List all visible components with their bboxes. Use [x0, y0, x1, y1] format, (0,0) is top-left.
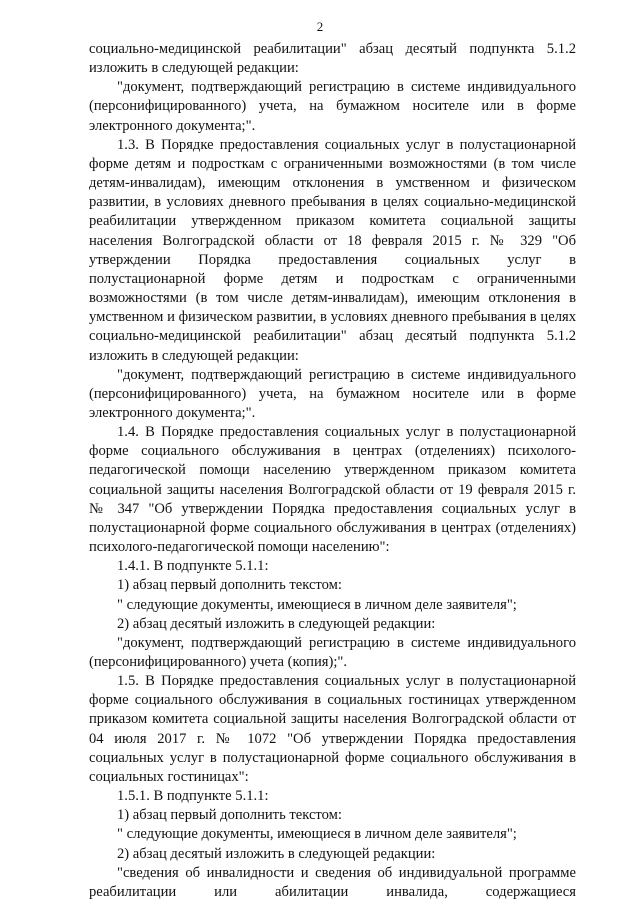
page-number: 2	[316, 19, 324, 34]
paragraph: социально-медицинской реабилитации" абзац десятый подпункта 5.1.2 изложить в следующей редакции:	[89, 41, 576, 77]
document-body	[89, 40, 576, 902]
paragraph: " следующие документы, имеющиеся в личном деле заявителя";	[117, 596, 517, 613]
paragraph: 1) абзац первый дополнить текстом:	[117, 577, 342, 594]
paragraph: 1.5.1. В подпункте 5.1.1:	[117, 788, 269, 805]
paragraph: "документ, подтверждающий регистрацию в системе индивидуального (персонифицированного) учета, на бумажном носителе или в форме электронного документа;".	[89, 79, 576, 134]
paragraph: 1.4.1. В подпункте 5.1.1:	[117, 558, 269, 575]
paragraph: "сведения об инвалидности и сведения об индивидуальной программе реабилитации или абилитации инвалида, содержащиеся	[89, 864, 576, 900]
paragraph: "документ, подтверждающий регистрацию в системе индивидуального (персонифицированного) учета, на бумажном носителе или в форме электронного документа;".	[89, 366, 576, 421]
paragraph: 1.3. В Порядке предоставления социальных услуг в полустационарной форме детям и подросткам с ограниченными возможностями (в том числе детям-инвалидам), имеющим отклонения в умственном и физическом развитии, в условиях дневного пребывания в целях социально-медицинской реабилитации утвержденном приказом комитета социальной защиты населения Волгоградской области от 18 февраля 2015 г. № 329 "Об утверждении Порядка предоставления социальных услуг в полустационарной форме детям и подросткам с ограниченными возможностями (в том числе детям-инвалидам), имеющим отклонения в умственном и физическом развитии, в условиях дневного пребывания в целях социально-медицинской реабилитации" абзац десятый подпункта 5.1.2 изложить в следующей редакции:	[89, 136, 576, 364]
paragraph: 1.5. В Порядке предоставления социальных услуг в полустационарной форме социального обслуживания в социальных гостиницах утвержденном приказом комитета социальной защиты населения Волгоградской области от 04 июля 2017 г. № 1072 "Об утверждении Порядка предоставления социальных услуг в полустационарной форме социального обслуживания в социальных гостиницах":	[89, 673, 576, 785]
paragraph: 2) абзац десятый изложить в следующей редакции:	[117, 615, 436, 632]
paragraph: " следующие документы, имеющиеся в личном деле заявителя";	[117, 826, 517, 843]
paragraph: "документ, подтверждающий регистрацию в системе индивидуального (персонифицированного) учета (копия);".	[89, 634, 576, 670]
paragraph: 1.4. В Порядке предоставления социальных услуг в полустационарной форме социального обслуживания в центрах (отделениях) психолого-педагогической помощи населению утвержденном приказом комитета социальной защиты населения Волгоградской области от 19 февраля 2015 г. № 347 "Об утверждении Порядка предоставления социальных услуг в полустационарной форме социального обслуживания в центрах (отделениях) психолого-педагогической помощи населению":	[89, 424, 576, 556]
paragraph: 1) абзац первый дополнить текстом:	[117, 807, 342, 824]
paragraph: 2) абзац десятый изложить в следующей редакции:	[117, 845, 436, 862]
